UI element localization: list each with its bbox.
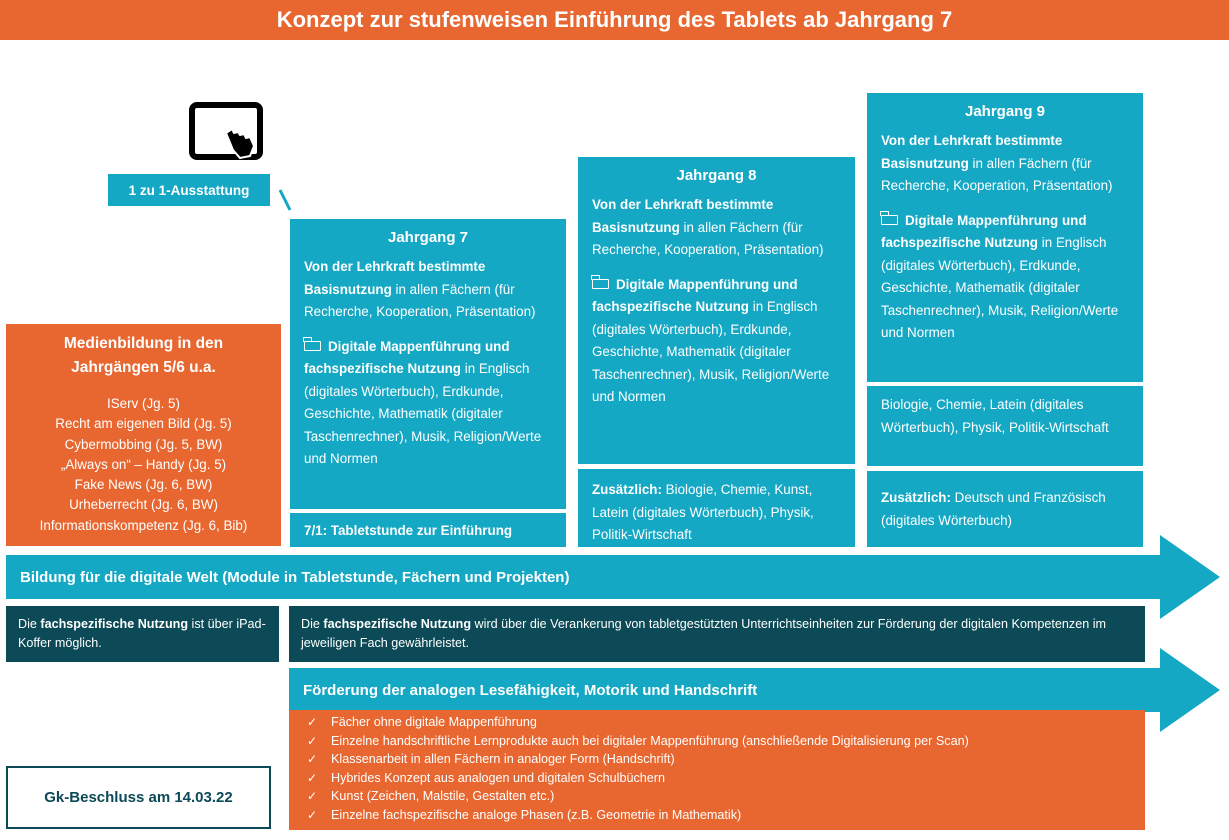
medienbildung-list [6, 394, 281, 536]
tablet-touch-icon [188, 102, 268, 166]
mappe-rest: in Englisch (digitales Wörterbuch), Erdkunde, Geschichte, Mathematik (digitaler Taschenrechner), Musik, Religion/Werte und Normen [592, 299, 830, 404]
jahrgang-7-title: Jahrgang 7 [387, 229, 469, 246]
equipment-label [108, 174, 270, 206]
list-item: Cybermobbing (Jg. 5, BW) [64, 436, 223, 452]
note-right: Die fachspezifische Nutzung wird über die Verankerung von tabletgestützten Unterrichtseinheiten zur Förderung der digitalen Kompetenzen im jeweiligen Fach gewährleistet. [289, 606, 1145, 662]
beschluss-text: Gk-Beschluss am 14.03.22 [44, 789, 233, 806]
basis-bold: Von der Lehrkraft bestimmte Basisnutzung [881, 133, 1063, 171]
extra-bold: Zusätzlich: [881, 490, 951, 505]
medienbildung-box [6, 324, 281, 546]
basis-rest: in allen Fächern (für Recherche, Kooperation, Präsentation) [304, 281, 536, 319]
list-item: Recht am eigenen Bild (Jg. 5) [55, 416, 232, 432]
equipment-label-text: 1 zu 1-Ausstattung [128, 182, 250, 198]
page-title: Konzept zur stufenweisen Einführung des Tablets ab Jahrgang 7 [0, 0, 1229, 40]
extra-rest: Biologie, Chemie, Kunst, Latein (digitales Wörterbuch), Physik, Politik-Wirtschaft [592, 482, 814, 542]
list-item: ✓ Einzelne fachspezifische analoge Phasen (z.B. Geometrie in Mathematik) [289, 806, 1145, 825]
folder-icon [592, 279, 609, 289]
basis-rest: in allen Fächern (für Recherche, Kooperation, Präsentation) [881, 155, 1113, 193]
jahrgang-8-mappe [592, 274, 841, 409]
list-item: ✓ Kunst (Zeichen, Malstile, Gestalten etc.) [289, 787, 1145, 806]
jahrgang-8-basis [592, 194, 841, 262]
jahrgang-9-basis [881, 130, 1129, 198]
jahrgang-9-mid [867, 386, 1143, 466]
jahrgang-9-mappe [881, 210, 1129, 345]
jahrgang-7-footer-text: 7/1: Tabletstunde zur Einführung [304, 522, 513, 538]
list-item: IServ (Jg. 5) [107, 396, 180, 411]
jahrgang-8-box [578, 157, 855, 464]
extra-rest: Deutsch und Französisch (digitales Wörterbuch) [881, 490, 1106, 528]
list-item: ✓ Hybrides Konzept aus analogen und digitalen Schulbüchern [289, 769, 1145, 788]
extra-bold: Zusätzlich: [592, 482, 662, 497]
basis-bold: Von der Lehrkraft bestimmte Basisnutzung [592, 197, 774, 235]
arrow-head-icon [1160, 648, 1220, 732]
folder-icon [304, 341, 321, 351]
basis-bold: Von der Lehrkraft bestimmte Basisnutzung [304, 259, 486, 297]
jahrgang-9-mid-text: Biologie, Chemie, Latein (digitales Wörterbuch), Physik, Politik-Wirtschaft [881, 397, 1109, 435]
analog-arrow-label: Förderung der analogen Lesefähigkeit, Motorik und Handschrift [303, 681, 758, 699]
note-right-bold: fachspezifische Nutzung [323, 617, 472, 631]
jahrgang-9-box [867, 93, 1143, 382]
mappe-bold: Digitale Mappenführung und fachspezifische Nutzung [881, 212, 1087, 250]
arrow-head-icon [1160, 535, 1220, 619]
list-item: Informationskompetenz (Jg. 6, Bib) [39, 517, 248, 533]
folder-icon [881, 215, 898, 225]
jahrgang-9-title: Jahrgang 9 [964, 103, 1046, 120]
list-item: ✓ Fächer ohne digitale Mappenführung [289, 713, 1145, 732]
bildung-arrow-label: Bildung für die digitale Welt (Module in Tabletstunde, Fächern und Projekten) [20, 568, 570, 586]
medienbildung-title: Medienbildung in den Jahrgängen 5/6 u.a. [63, 335, 224, 376]
note-left: Die fachspezifische Nutzung ist über iPad-Koffer möglich. [6, 606, 279, 662]
jahrgang-7-basis [304, 256, 552, 324]
bildung-arrow-bar [6, 555, 1160, 599]
mappe-rest: in Englisch (digitales Wörterbuch), Erdkunde, Geschichte, Mathematik (digitaler Taschenrechner), Musik, Religion/Werte und Normen [304, 361, 542, 466]
mappe-bold: Digitale Mappenführung und fachspezifische Nutzung [304, 338, 510, 376]
list-item: Fake News (Jg. 6, BW) [74, 477, 213, 493]
list-item: „Always on“ – Handy (Jg. 5) [60, 456, 227, 472]
note-left-bold: fachspezifische Nutzung [40, 617, 189, 631]
analog-list-box [289, 710, 1145, 830]
list-item: Urheberrecht (Jg. 6, BW) [69, 497, 218, 513]
list-item: ✓ Einzelne handschriftliche Lernprodukte auch bei digitaler Mappenführung (anschließende Digitalisierung per Scan) [289, 732, 1145, 751]
basis-rest: in allen Fächern (für Recherche, Kooperation, Präsentation) [592, 219, 824, 257]
jahrgang-7-box [290, 219, 566, 509]
jahrgang-8-title: Jahrgang 8 [676, 167, 757, 184]
beschluss-box [6, 766, 271, 829]
jahrgang-7-mappe [304, 336, 552, 471]
mappe-rest: in Englisch (digitales Wörterbuch), Erdkunde, Geschichte, Mathematik (digitaler Taschenrechner), Musik, Religion/Werte und Normen [881, 235, 1119, 340]
analog-list [289, 713, 1145, 825]
list-item: ✓ Klassenarbeit in allen Fächern in analoger Form (Handschrift) [289, 750, 1145, 769]
mappe-bold: Digitale Mappenführung und fachspezifische Nutzung [592, 276, 798, 314]
connector-line [277, 188, 295, 214]
analog-arrow-bar [289, 668, 1160, 712]
